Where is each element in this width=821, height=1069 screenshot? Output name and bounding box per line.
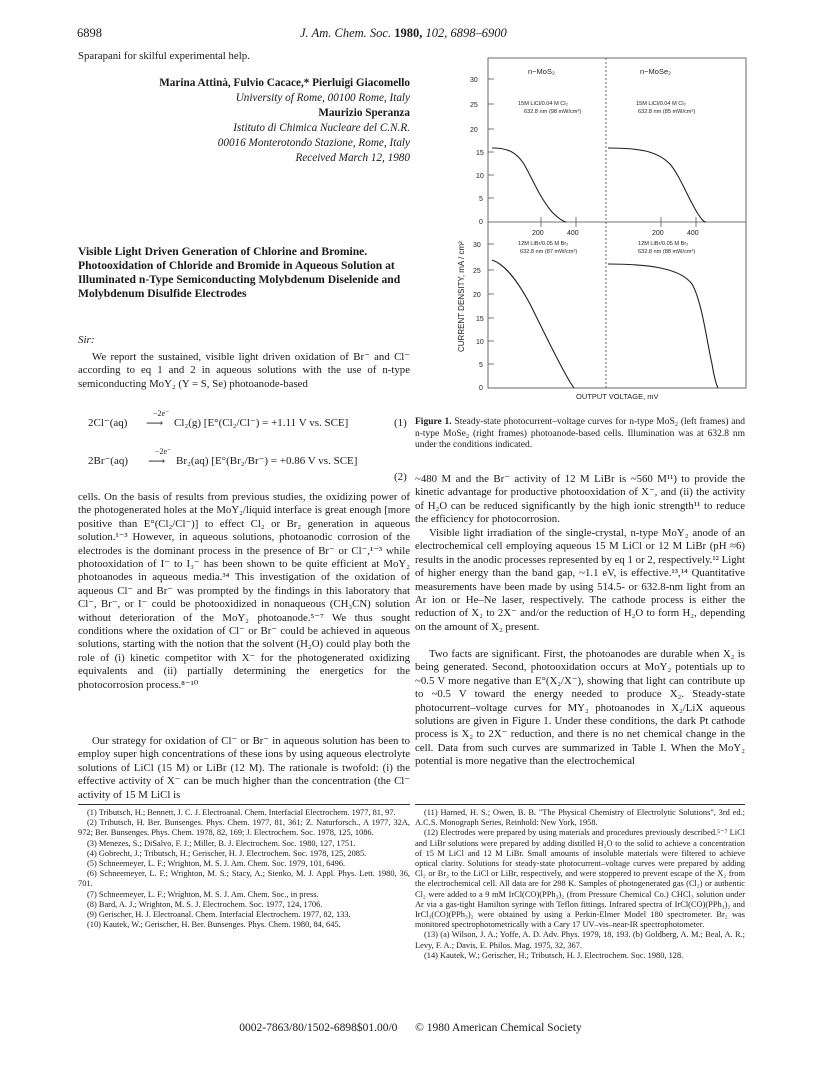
right-paragraph-3-text: Two facts are significant. First, the photoanodes are durable when X₂ is being generated. Second, photooxidation occurs at MoY₂ potentials up to ~0.5 V more negative than E°(X₂/X⁻), showing that light can contribute up to ~0.5 V toward the energy needed to produce X₂. Steady-state photocurrent–voltage curves for MY₂ photoanodes in X₂/LiX aqueous solutions are given in Figure 1. Under these conditions, the dark Pt cathode process is X₂ to 2X⁻ reduction, and there is no net chemical change in the cell. Data from such curves are summarized in Table I. When the MoY₂ potential is more negative than the electrochemical	[415, 648, 745, 768]
top-y-tick-0: 0	[479, 219, 483, 226]
paragraph-2-text: cells. On the basis of results from previous studies, the oxidizing power of the photogenerated holes at the MoY₂/liquid interface is great enough [more positive than E°(Cl₂/Cl⁻)] to effect Cl₂ or Br₂ generation in aqueous solution.¹⁻³ However, in aqueous solutions, photoanodic corrosion of the electrodes is the dominant process in the presence of Br⁻ or Cl⁻,¹⁻³ while photooxidation of I⁻ to I₃⁻ has been shown to be quite efficient at MoY₂ photoanodes in aqueous media.³⁴ This investigation of the oxidation of aqueous Cl⁻ and Br⁻ was prompted by the findings in this laboratory that Cl⁻, Br⁻, or I⁻ could be photooxidized in nonaqueous (CH₃CN) solution without deterioration of the MoY₂ photoanode.⁵⁻⁷ We thus sought conditions where the oxidation of Cl⁻ or Br⁻ could be achieved in aqueous solutions, starting with the notion that the solvent (H₂O) could play both the role of (i) kinetic competitor with X⁻ for the photogenerated oxidizing equivalents and (ii) partially determining the energetics for the photocorrosion process.⁸⁻¹⁰	[78, 491, 410, 691]
left-footnote-rule	[78, 804, 410, 805]
paragraph-1	[78, 351, 410, 391]
top-y-tick-30: 30	[470, 77, 478, 84]
cond-bottom-left-2: 632.8 nm (87 mW/cm²)	[520, 249, 578, 255]
journal-year: 1980,	[394, 26, 423, 40]
top-y-tick-25: 25	[470, 102, 478, 109]
cond-top-right-2: 632.8 nm (85 mW/cm²)	[638, 109, 696, 115]
figure-1-chart	[458, 52, 748, 402]
equation-1	[88, 409, 410, 443]
right-paragraph-2-text: Visible light irradiation of the single-crystal, n-type MoY₂ anode of an electrochemical cell employing aqueous 15 M LiCl or 12 M LiBr (pH ≈6) results in the anodic processes represented by eq 1 or 2, respectively.¹² Light of higher energy than the band gap, ~1.1 eV, is effective.¹³,¹⁴ Quantitative measurements have been made by using 514.5- or 632.8-nm light from an Ar ion or He–Ne laser, respectively. The cathode process is either the reduction of X₂ to 2X⁻ and/or the reduction of H₂O to form H₂, depending on the amount of X₂ present.	[415, 527, 745, 633]
journal-volume-pages: 102, 6898–6900	[425, 26, 507, 40]
eq1-number: (1)	[394, 417, 407, 429]
reference-item: (1) Tributsch, H.; Bennett, J. C. J. Electroanal. Chem. Interfacial Electrochem. 1977, 81, 97.	[87, 808, 396, 817]
equation-2	[88, 447, 410, 487]
x-axis-label: OUTPUT VOLTAGE, mV	[576, 392, 659, 401]
reference-item: (6) Schneemeyer, L. F.; Wrighton, M. S.; Stacy, A.; Sienko, M. J. Appl. Phys. Lett. 1980, 36, 701.	[78, 869, 410, 889]
cond-bottom-right-2: 632.8 nm (88 mW/cm²)	[638, 249, 696, 255]
reference-item: (3) Menezes, S.; DiSalvo, F. J.; Miller, B. J. Electrochem. Soc. 1980, 127, 1751.	[87, 838, 356, 848]
cond-top-left-1: 15M LiCl/0.04 M Cl₂	[518, 101, 568, 107]
panel-title-mose2: n−MoSe₂	[640, 67, 672, 76]
paragraph-2	[78, 491, 410, 692]
paragraph-1-text: We report the sustained, visible light driven oxidation of Br⁻ and Cl⁻ according to eq 1 and 2 in aqueous solutions with the use of n-type semiconducting MoY₂ (Y = S, Se) photoanode-based	[78, 351, 410, 390]
reference-item: (10) Kautek, W.; Gerischer, H. Ber. Bunsenges. Phys. Chem. 1980, 84, 645.	[87, 920, 341, 930]
reference-item: (11) Harned, H. S.; Owen, B. B. "The Physical Chemistry of Electrolytic Solutions", 3rd ed.; A.C.S. Monograph Series, Reinhold: New York, 1958.	[415, 808, 745, 828]
acknowledgment: Sparapani for skilful experimental help.	[78, 50, 250, 62]
eq1-arrow: ⟶	[146, 416, 164, 430]
eq1-lhs: 2Cl⁻(aq)	[88, 417, 128, 429]
x-tick-left-400: 400	[567, 230, 579, 237]
curve-mose2-licl	[608, 148, 706, 222]
right-paragraph-1-text: ~480 M and the Br⁻ activity of 12 M LiBr is ~560 M¹¹) to provide the kinetic advantage for productive photooxidation of X⁻, and (ii) the activity of H₂O can be reduced significantly by the high ionic strength¹¹ to reduce the efficiency for photocorrosion.	[415, 473, 745, 526]
article-title: Visible Light Driven Generation of Chlorine and Bromine. Photooxidation of Chloride and Bromide in Aqueous Solution at Illuminated n-Type Semiconducting Molybdenum Diselenide and Molybdenum Disulfide Electrodes	[78, 245, 401, 300]
top-y-tick-20: 20	[470, 127, 478, 134]
cond-bottom-left-1: 12M LiBr/0.05 M Br₂	[518, 241, 569, 247]
eq1-arrow-label: −2e⁻	[153, 409, 170, 418]
bottom-y-tick-15: 15	[476, 316, 484, 323]
eq2-lhs: 2Br⁻(aq)	[88, 455, 129, 467]
right-paragraph-3	[415, 648, 745, 769]
top-y-tick-10: 10	[476, 173, 484, 180]
eq1-rhs: Cl₂(g) [E°(Cl₂/Cl⁻) = +1.11 V vs. SCE]	[174, 417, 349, 429]
received-date: Received March 12, 1980	[295, 152, 410, 164]
affiliation-2b: 00016 Monterotondo Stazione, Rome, Italy	[217, 137, 410, 149]
x-tick-right-400: 400	[687, 230, 699, 237]
author-block	[78, 76, 410, 166]
affiliation-1: University of Rome, 00100 Rome, Italy	[235, 92, 410, 104]
reference-item: (9) Gerischer, H. J. Electroanal. Chem. Interfacial Electrochem. 1977, 82, 133.	[87, 910, 351, 920]
eq2-arrow-label: −2e⁻	[155, 447, 172, 456]
page-footer	[0, 1022, 821, 1034]
bottom-y-tick-20: 20	[473, 292, 481, 299]
caption-label: Figure 1.	[415, 417, 452, 427]
curve-mos2-licl	[492, 148, 566, 222]
eq2-rhs: Br₂(aq) [E°(Br₂/Br⁻) = +0.86 V vs. SCE]	[176, 455, 358, 467]
x-tick-left-200: 200	[532, 230, 544, 237]
right-footnote-rule	[415, 804, 745, 805]
bottom-y-tick-25: 25	[473, 268, 481, 275]
left-references	[78, 808, 410, 930]
eq2-arrow: ⟶	[148, 454, 166, 468]
bottom-y-ticks	[473, 242, 494, 392]
curve-mos2-libr	[492, 260, 574, 388]
affiliation-2a: Istituto di Chimica Nucleare del C.N.R.	[233, 122, 410, 134]
footer-copyright: © 1980 American Chemical Society	[415, 1022, 582, 1034]
reference-item: (2) Tributsch, H. Ber. Bunsenges. Phys. Chem. 1977, 81, 361; Z. Naturforsch., A 1977, 32A, 972; Ber. Bunsenges. Phys. Chem. 1978, 82, 169; J. Electrochem. Soc. 1978, 125, 1086.	[78, 818, 410, 838]
right-paragraph-1	[415, 473, 745, 527]
x-ticks	[532, 217, 699, 237]
reference-item: (4) Gobrecht, J.; Tributsch, H.; Gerischer, H. J. Electrochem. Soc. 1978, 125, 2085.	[87, 848, 367, 858]
panel-title-mos2: n−MoS₂	[528, 67, 555, 76]
reference-item: (14) Kautek, W.; Gerischer, H.; Tributsch, H. J. Electrochem. Soc. 1980, 128.	[424, 950, 684, 960]
bottom-y-tick-30: 30	[473, 242, 481, 249]
footer-code: 0002-7863/80/1502-6898$01.00/0	[239, 1022, 398, 1034]
journal-name: J. Am. Chem. Soc.	[300, 26, 392, 40]
x-tick-right-200: 200	[652, 230, 664, 237]
top-y-tick-15: 15	[476, 150, 484, 157]
reference-item: (13) (a) Wilson, J. A.; Yoffe, A. D. Adv. Phys. 1979, 18, 193. (b) Goldberg, A. M.; Beal, A. R.; Levy, F. A.; Davis, E. Philos. Mag. 1975, 32, 367.	[415, 930, 745, 950]
journal-header	[300, 26, 507, 41]
authors-1: Marina Attinà, Fulvio Cacace,* Pierluigi Giacomello	[159, 77, 410, 89]
cond-top-right-1: 15M LiCl/0.04 M Cl₂	[636, 101, 686, 107]
top-y-tick-5: 5	[479, 196, 483, 203]
caption-text: Steady-state photocurrent–voltage curves for n-type MoS₂ (left frames) and n-type MoSe₂ (right frames) photoanode-based cells. Illumination was at 632.8 nm under the conditions indicated.	[415, 417, 745, 450]
cond-bottom-right-1: 12M LiBr/0.05 M Br₂	[638, 241, 689, 247]
reference-item: (12) Electrodes were prepared by using materials and procedures previously described.⁵⁻⁷ LiCl and LiBr solutions were prepared by adding distilled H₂O to the solid to achieve a concentration of 15 M LiCl and 12 M LiBr. Small amounts of insoluble materials were filtered to achieve optical clarity. Solutions for steady-state photocurrent–voltage curves were prepared by adding Cl₂ or Br₂ to the LiCl or LiBr, respectively, and were stoppered to prevent escape of the X₂ from the electrochemical cell. All data are for 298 K. Samples of photogenerated gas (Cl₂) or authentic Cl₂ were added to a 9 mM IrCl(CO)(PPh₃)₂ (from Pressure Chemical Co.) CHCl₃ solution under Ar via a gas-tight Hamilton syringe with Teflon fittings. Infrared spectra of IrCl(CO)(PPh₃)₂ and IrCl₃(CO)(PPh₃)₂ were obtained by using a Perkin-Elmer Model 180 spectrometer. Br₂ was monitored spectrophotometrically with a Cary 17 UV–vis–near-IR spectrophotometer.	[415, 828, 745, 930]
authors-2: Maurizio Speranza	[318, 107, 410, 119]
reference-item: (8) Bard, A. J.; Wrighton, M. S. J. Electrochem. Soc. 1977, 124, 1706.	[87, 899, 323, 909]
paragraph-3	[78, 735, 410, 802]
figure-caption	[415, 417, 745, 452]
right-references	[415, 808, 745, 961]
bottom-y-tick-5: 5	[479, 362, 483, 369]
eq2-number: (2)	[394, 471, 407, 483]
bottom-y-tick-10: 10	[476, 339, 484, 346]
reference-item: (5) Schneemeyer, L. F.; Wrighton, M. S. J. Am. Chem. Soc. 1979, 101, 6496.	[87, 859, 346, 869]
page-number: 6898	[77, 26, 102, 40]
reference-item: (7) Schneemeyer, L. F.; Wrighton, M. S. J. Am. Chem. Soc., in press.	[87, 889, 319, 899]
curve-mose2-libr	[608, 264, 718, 388]
y-axis-label: CURRENT DENSITY, mA / cm²	[457, 241, 466, 352]
cond-top-left-2: 632.8 nm (98 mW/cm²)	[524, 109, 582, 115]
salutation: Sir:	[78, 334, 95, 346]
top-y-ticks	[470, 77, 494, 226]
bottom-y-tick-0: 0	[479, 385, 483, 392]
right-paragraph-2	[415, 527, 745, 634]
paragraph-3-text: Our strategy for oxidation of Cl⁻ or Br⁻ in aqueous solution has been to employ super high concentrations of these ions by using aqueous electrolyte solutions of LiCl (15 M) or LiBr (12 M). The rationale is twofold: (i) the effective activity of X⁻ can be much higher than the concentration (the Cl⁻ activity of 15 M LiCl is	[78, 735, 410, 801]
